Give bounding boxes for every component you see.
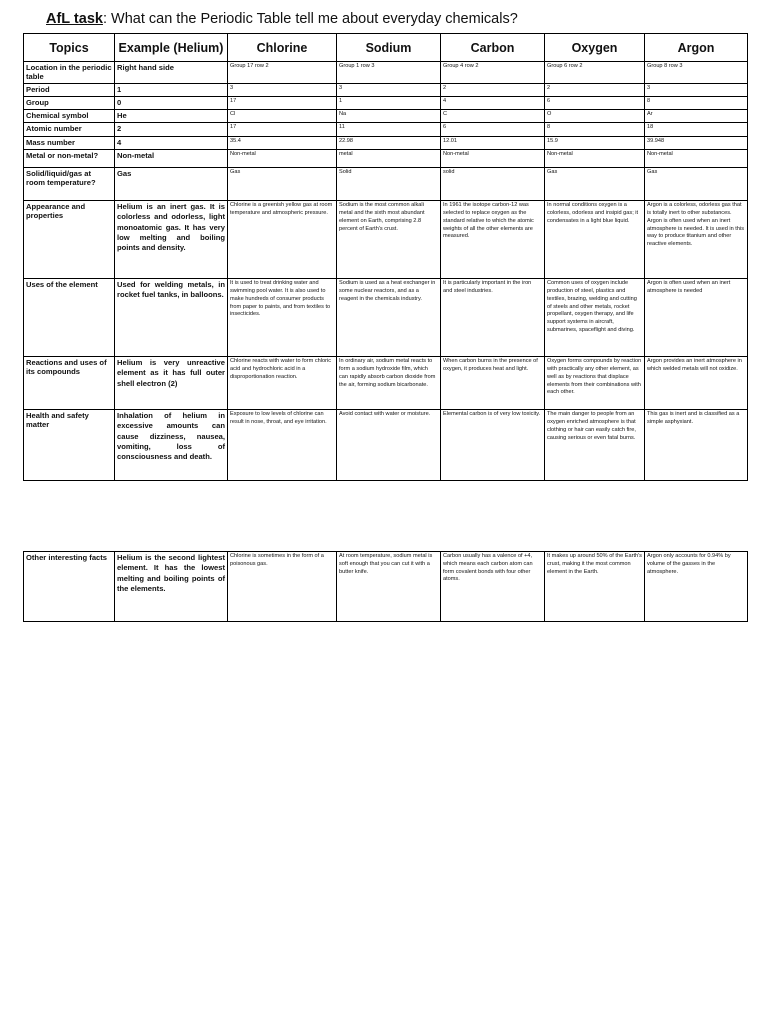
column-header-argon: Argon [645, 34, 748, 62]
row-topic: Chemical symbol [24, 110, 115, 123]
oxygen-cell: The main danger to people from an oxygen enriched atmosphere is that clothing or hair can easily catch fire, causing serious or even fatal burns. [545, 410, 645, 481]
row-topic: Other interesting facts [24, 552, 115, 622]
helium-cell: He [115, 110, 228, 123]
table-row [24, 168, 748, 201]
chlorine-cell: Exposure to low levels of chlorine can result in nose, throat, and eye irritation. [228, 410, 337, 481]
argon-cell: Argon is a colorless, odorless gas that is totally inert to other substances. Argon is often used when an inert atmosphere is needed. It is used in this way to produce titanium and other reactive elements. [645, 201, 748, 279]
carbon-cell: 2 [441, 83, 545, 96]
oxygen-cell: Non-metal [545, 150, 645, 168]
chlorine-cell: Non-metal [228, 150, 337, 168]
oxygen-cell: It makes up around 50% of the Earth's crust, making it the most common element in the Earth. [545, 552, 645, 622]
carbon-cell: When carbon burns in the presence of oxygen, it produces heat and light. [441, 357, 545, 410]
sodium-cell: 22.98 [337, 136, 441, 149]
oxygen-cell: Oxygen forms compounds by reaction with practically any other element, as well as by reactions that displace elements from their combinations with each other. [545, 357, 645, 410]
carbon-cell: solid [441, 168, 545, 201]
row-topic: Period [24, 83, 115, 96]
row-topic: Solid/liquid/gas at room temperature? [24, 168, 115, 201]
argon-cell: 18 [645, 123, 748, 136]
chlorine-cell: 17 [228, 123, 337, 136]
column-header-oxygen: Oxygen [545, 34, 645, 62]
argon-cell: Argon only accounts for 0.94% by volume of the gasses in the atmosphere. [645, 552, 748, 622]
sodium-cell: 1 [337, 96, 441, 109]
helium-cell: Non-metal [115, 150, 228, 168]
title-question: : What can the Periodic Table tell me about everyday chemicals? [102, 11, 518, 27]
column-header-sodium: Sodium [337, 34, 441, 62]
column-header-chlorine: Chlorine [228, 34, 337, 62]
carbon-cell: In 1961 the isotope carbon-12 was selected to replace oxygen as the standard relative to which the atomic weights of all the other elements are measured. [441, 201, 545, 279]
column-header-carbon: Carbon [441, 34, 545, 62]
table-row [24, 110, 748, 123]
row-topic: Appearance and properties [24, 201, 115, 279]
sodium-cell: Avoid contact with water or moisture. [337, 410, 441, 481]
row-topic: Metal or non-metal? [24, 150, 115, 168]
helium-cell: Helium is the second lightest element. It has the lowest melting and boiling points of the elements. [115, 552, 228, 622]
oxygen-cell: Gas [545, 168, 645, 201]
header-row [24, 34, 748, 62]
table-row [24, 279, 748, 357]
table-row [24, 201, 748, 279]
carbon-cell: Carbon usually has a valence of +4, which means each carbon atom can form covalent bonds with four other atoms. [441, 552, 545, 622]
oxygen-cell: 15.9 [545, 136, 645, 149]
helium-cell: Gas [115, 168, 228, 201]
column-header-example-helium: Example (Helium) [115, 34, 228, 62]
argon-cell: 8 [645, 96, 748, 109]
table-row [24, 62, 748, 84]
row-topic: Mass number [24, 136, 115, 149]
carbon-cell: It is particularly important in the iron and steel industries. [441, 279, 545, 357]
helium-cell: Right hand side [115, 62, 228, 84]
helium-cell: Helium is an inert gas. It is colorless and odorless, light monoatomic gas. It has very low melting and boiling points and density. [115, 201, 228, 279]
carbon-cell: Group 4 row 2 [441, 62, 545, 84]
argon-cell: Argon is often used when an inert atmosphere is needed [645, 279, 748, 357]
argon-cell: Argon provides an inert atmosphere in which welded metals will not oxidize. [645, 357, 748, 410]
oxygen-cell: Group 6 row 2 [545, 62, 645, 84]
oxygen-cell: 6 [545, 96, 645, 109]
sodium-cell: Na [337, 110, 441, 123]
sodium-cell: At room temperature, sodium metal is soft enough that you can cut it with a butter knife. [337, 552, 441, 622]
sodium-cell: Sodium is used as a heat exchanger in some nuclear reactors, and as a reagent in the chemicals industry. [337, 279, 441, 357]
carbon-cell: Elemental carbon is of very low toxicity. [441, 410, 545, 481]
helium-cell: 2 [115, 123, 228, 136]
helium-cell: Used for welding metals, in rocket fuel tanks, in balloons. [115, 279, 228, 357]
chlorine-cell: 3 [228, 83, 337, 96]
table-row [24, 123, 748, 136]
chlorine-cell: 35.4 [228, 136, 337, 149]
chlorine-cell: It is used to treat drinking water and swimming pool water. It is also used to make hundreds of consumer products from paper to paints, and from textiles to insecticides. [228, 279, 337, 357]
chlorine-cell: Cl [228, 110, 337, 123]
helium-cell: 1 [115, 83, 228, 96]
table-row [24, 150, 748, 168]
oxygen-cell: Common uses of oxygen include production of steel, plastics and textiles, brazing, welding and cutting of steels and other metals, rocket propellant, oxygen therapy, and life support systems in aircraft, submarines, spaceflight and diving. [545, 279, 645, 357]
oxygen-cell: 2 [545, 83, 645, 96]
table-row [24, 552, 748, 622]
chlorine-cell: Chlorine is a greenish yellow gas at room temperature and atmospheric pressure. [228, 201, 337, 279]
chlorine-cell: 17 [228, 96, 337, 109]
argon-cell: Gas [645, 168, 748, 201]
row-topic: Reactions and uses of its compounds [24, 357, 115, 410]
argon-cell: Group 8 row 3 [645, 62, 748, 84]
helium-cell: 4 [115, 136, 228, 149]
chlorine-cell: Chlorine reacts with water to form chloric acid and hydrochloric acid in a disproportionation reaction. [228, 357, 337, 410]
page-title [46, 11, 518, 27]
row-topic: Uses of the element [24, 279, 115, 357]
argon-cell: This gas is inert and is classified as a simple asphyxiant. [645, 410, 748, 481]
table-row [24, 357, 748, 410]
row-topic: Health and safety matter [24, 410, 115, 481]
other-facts-table [23, 551, 748, 622]
sodium-cell: 3 [337, 83, 441, 96]
helium-cell: Helium is very unreactive element as it has full outer shell electron (2) [115, 357, 228, 410]
argon-cell: Non-metal [645, 150, 748, 168]
carbon-cell: 6 [441, 123, 545, 136]
chlorine-cell: Chlorine is sometimes in the form of a poisonous gas. [228, 552, 337, 622]
table-row [24, 410, 748, 481]
argon-cell: Ar [645, 110, 748, 123]
oxygen-cell: In normal conditions oxygen is a colorless, odorless and insipid gas; it condensates in a light blue liquid. [545, 201, 645, 279]
carbon-cell: Non-metal [441, 150, 545, 168]
chlorine-cell: Gas [228, 168, 337, 201]
row-topic: Atomic number [24, 123, 115, 136]
sodium-cell: Group 1 row 3 [337, 62, 441, 84]
carbon-cell: 12.01 [441, 136, 545, 149]
row-topic: Group [24, 96, 115, 109]
chlorine-cell: Group 17 row 2 [228, 62, 337, 84]
column-header-topics: Topics [24, 34, 115, 62]
helium-cell: Inhalation of helium in excessive amounts can cause dizziness, nausea, vomiting, loss of consciousness and death. [115, 410, 228, 481]
sodium-cell: Solid [337, 168, 441, 201]
table-row [24, 83, 748, 96]
table-row [24, 136, 748, 149]
row-topic: Location in the periodic table [24, 62, 115, 84]
carbon-cell: 4 [441, 96, 545, 109]
oxygen-cell: 8 [545, 123, 645, 136]
title-label: AfL task [46, 11, 103, 27]
table-row [24, 96, 748, 109]
sodium-cell: In ordinary air, sodium metal reacts to form a sodium hydroxide film, which can rapidly absorb carbon dioxide from the air, forming sodium bicarbonate. [337, 357, 441, 410]
sodium-cell: Sodium is the most common alkali metal and the sixth most abundant element on Earth, comprising 2.8 percent of Earth's crust. [337, 201, 441, 279]
helium-cell: 0 [115, 96, 228, 109]
oxygen-cell: O [545, 110, 645, 123]
sodium-cell: 11 [337, 123, 441, 136]
argon-cell: 3 [645, 83, 748, 96]
carbon-cell: C [441, 110, 545, 123]
sodium-cell: metal [337, 150, 441, 168]
argon-cell: 39.948 [645, 136, 748, 149]
periodic-table-worksheet [23, 33, 748, 481]
